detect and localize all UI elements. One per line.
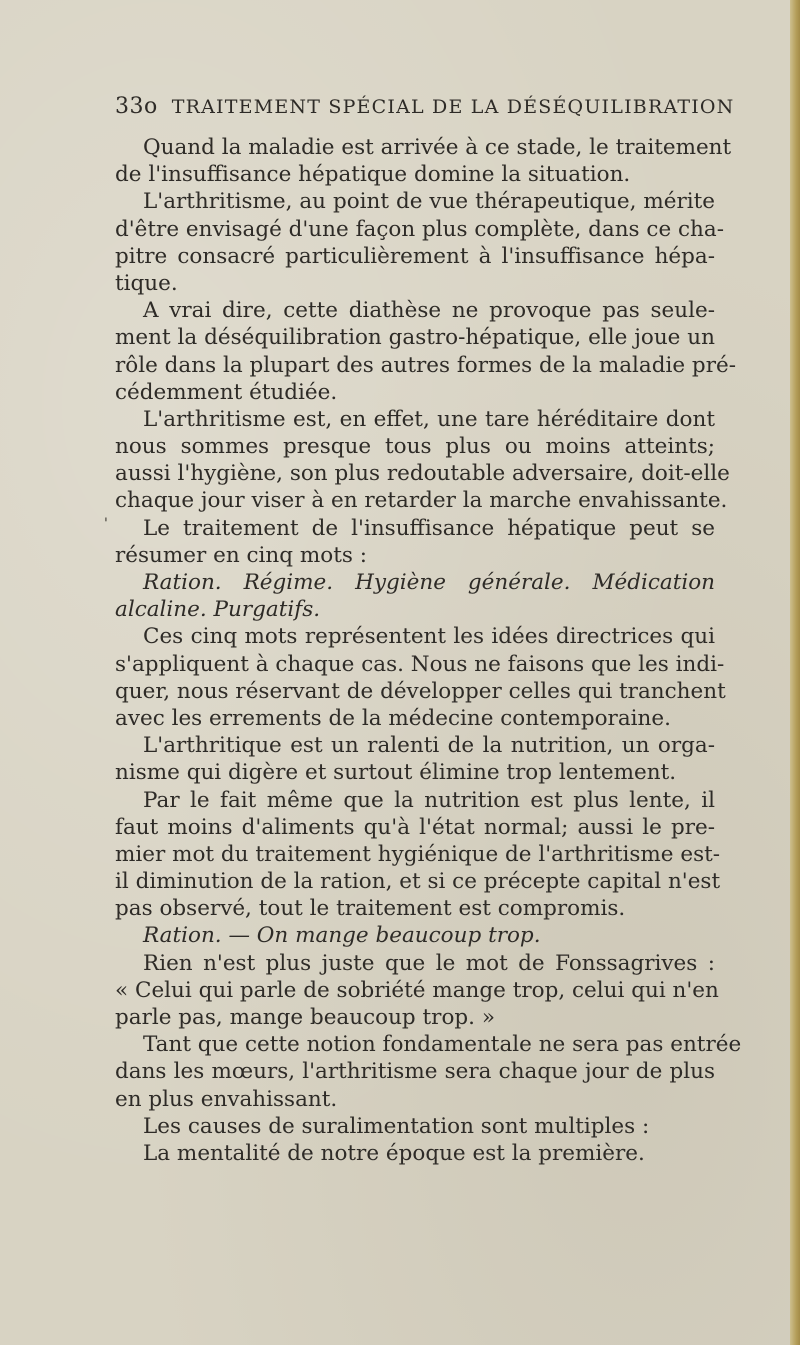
- text-line: A vrai dire, cette diathèse ne provoque pas seule-: [143, 298, 715, 324]
- text-line: aussi l'hygiène, son plus redoutable adversaire, doit-elle: [115, 461, 730, 487]
- running-header: [115, 94, 735, 119]
- text-line: Le traitement de l'insuffisance hépatique peut se: [143, 515, 715, 541]
- text-line: cédemment étudiée.: [115, 379, 338, 405]
- text-line: pas observé, tout le traitement est compromis.: [115, 896, 626, 922]
- text-line: Quand la maladie est arrivée à ce stade, le traitement: [143, 135, 732, 160]
- text-line: L'arthritisme, au point de vue thérapeutique, mérite: [143, 189, 715, 215]
- page-number: 33o: [115, 94, 158, 119]
- text-line: quer, nous réservant de développer celles qui tranchent: [115, 678, 726, 704]
- text-line: alcaline. Purgatifs.: [115, 597, 321, 623]
- text-line: Ration. Régime. Hygiène générale. Médication: [143, 570, 715, 595]
- text-line: rôle dans la plupart des autres formes de la maladie pré-: [115, 352, 736, 378]
- margin-mark: ': [104, 516, 108, 532]
- text-line: dans les mœurs, l'arthritisme sera chaque jour de plus: [115, 1059, 715, 1085]
- text-line: nous sommes presque tous plus ou moins atteints;: [115, 434, 715, 460]
- text-line: il diminution de la ration, et si ce précepte capital n'est: [115, 869, 721, 895]
- text-line: s'appliquent à chaque cas. Nous ne faisons que les indi-: [115, 651, 725, 677]
- text-line: faut moins d'aliments qu'à l'état normal; aussi le pre-: [115, 814, 715, 840]
- text-line: ment la déséquilibration gastro-hépatique, elle joue un: [115, 325, 715, 351]
- text-line: Tant que cette notion fondamentale ne sera pas entrée: [143, 1032, 742, 1058]
- text-line: de l'insuffisance hépatique domine la situation.: [115, 162, 631, 188]
- text-line: Ces cinq mots représentent les idées directrices qui: [143, 624, 715, 650]
- text-line: « Celui qui parle de sobriété mange trop, celui qui n'en: [115, 977, 719, 1003]
- text-line: L'arthritique est un ralenti de la nutrition, un orga-: [143, 733, 715, 759]
- text-line: résumer en cinq mots :: [115, 542, 367, 568]
- text-line: avec les errements de la médecine contemporaine.: [115, 705, 671, 731]
- page-edge: [790, 0, 800, 1345]
- text-line: tique.: [115, 270, 178, 296]
- text-line: Rien n'est plus juste que le mot de Fonssagrives :: [143, 950, 715, 976]
- text-line: chaque jour viser à en retarder la marche envahissante.: [115, 488, 728, 514]
- text-line: Par le fait même que la nutrition est plus lente, il: [143, 787, 715, 813]
- text-line: nisme qui digère et surtout élimine trop lentement.: [115, 760, 677, 786]
- text-line: Les causes de suralimentation sont multiples :: [143, 1113, 650, 1139]
- text-line: pitre consacré particulièrement à l'insuffisance hépa-: [115, 243, 715, 269]
- text-line: d'être envisagé d'une façon plus complète, dans ce cha-: [115, 216, 724, 242]
- text-line: Ration. — On mange beaucoup trop.: [143, 923, 541, 949]
- text-line: en plus envahissant.: [115, 1086, 338, 1112]
- text-line: L'arthritisme est, en effet, une tare héréditaire dont: [143, 406, 715, 432]
- running-title: TRAITEMENT SPÉCIAL DE LA DÉSÉQUILIBRATION: [171, 96, 735, 118]
- text-line: mier mot du traitement hygiénique de l'arthritisme est-: [115, 841, 721, 867]
- body-text: [115, 134, 742, 1167]
- text-line: parle pas, mange beaucoup trop. »: [115, 1005, 495, 1030]
- text-line: La mentalité de notre époque est la première.: [143, 1140, 645, 1166]
